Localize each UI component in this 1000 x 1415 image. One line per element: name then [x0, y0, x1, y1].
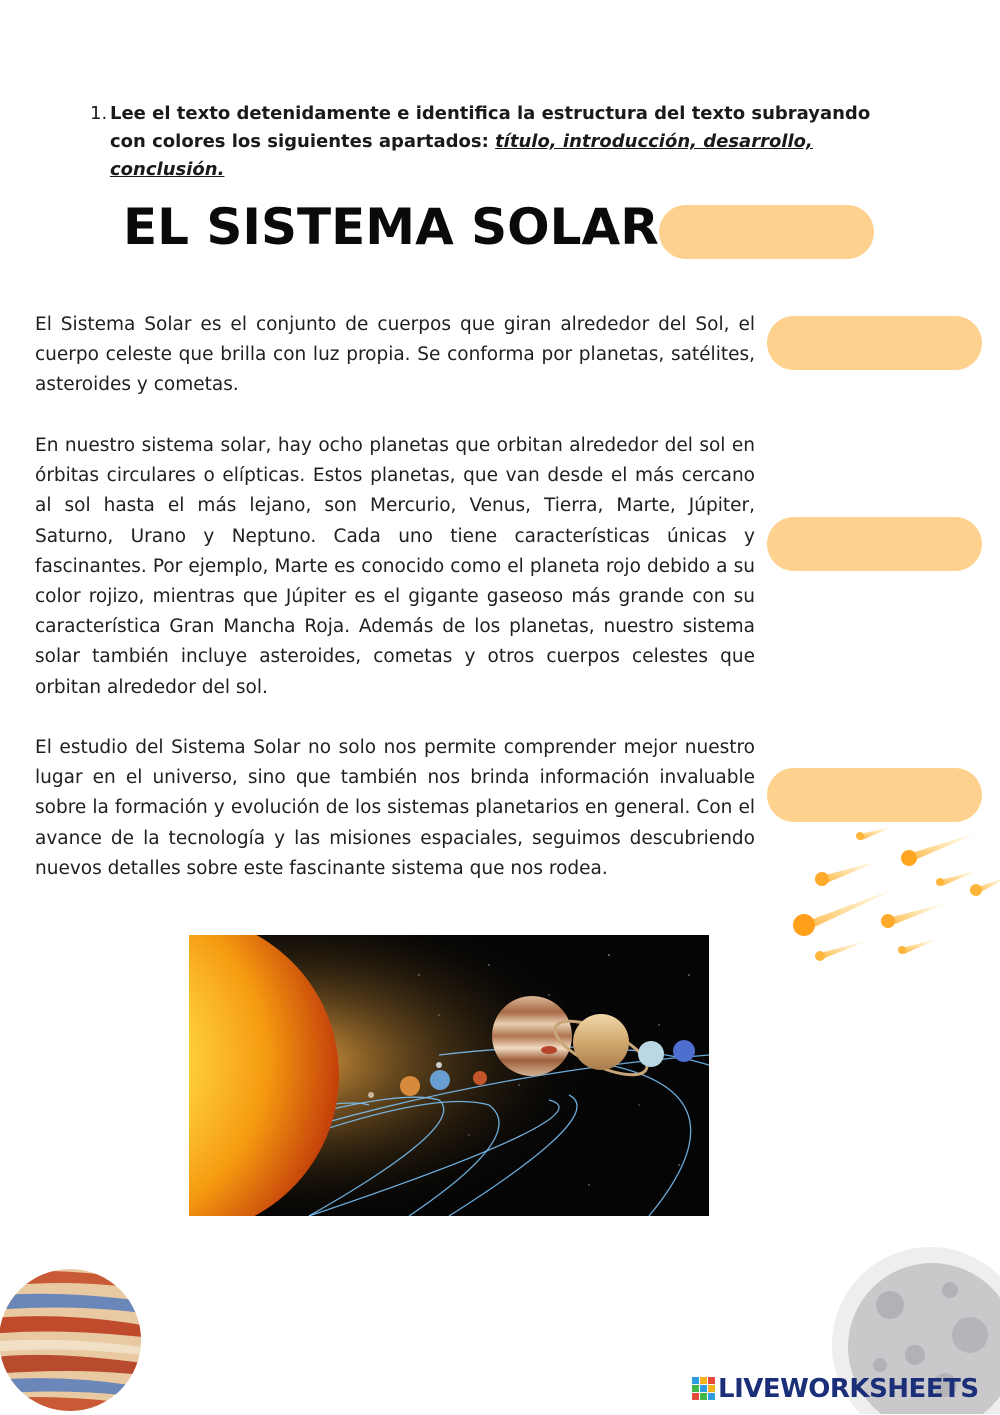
instruction-parts: título, introducción, desarrollo, conclusión. [110, 131, 813, 180]
answer-box-development[interactable] [767, 517, 982, 571]
answer-box-introduction[interactable] [767, 316, 982, 370]
planet-decoration [0, 1245, 142, 1415]
instruction-text [110, 100, 910, 184]
paragraph-development: En nuestro sistema solar, hay ocho planetas que orbitan alrededor del sol en órbitas circulares o elípticas. Estos planetas, que van desde el más cercano al sol hasta el más lejano, son Mercurio, Venus, Tierra, Marte, Júpiter, Saturno, Urano y Neptuno. Cada uno tiene características únicas y fascinantes. Por ejemplo, Marte es conocido como el planeta rojo debido a su color rojizo, mientras que Júpiter es el gigante gaseoso más grande con su característica Gran Mancha Roja. Además de los planetas, nuestro sistema solar también incluye asteroides, cometas y otros cuerpos celestes que orbitan alrededor del sol. [35, 435, 755, 698]
answer-box-conclusion[interactable] [767, 768, 982, 822]
paragraph-conclusion: El estudio del Sistema Solar no solo nos permite comprender mejor nuestro lugar en el universo, sino que también nos brinda información invaluable sobre la formación y evolución de los sistemas planetarios en general. Con el avance de la tecnología y las misiones espaciales, seguimos descubriendo nuevos detalles sobre este fascinante sistema que nos rodea. [35, 737, 755, 879]
answer-box-title[interactable] [659, 205, 874, 259]
paragraph-introduction: El Sistema Solar es el conjunto de cuerpos que giran alrededor del Sol, el cuerpo celeste que brilla con luz propia. Se conforma por planetas, satélites, asteroides y cometas. [35, 314, 755, 396]
instruction-number: 1. [90, 103, 108, 124]
brand-name: LIVEWORKSHEETS [718, 1374, 979, 1404]
instruction-body: Lee el texto detenidamente e identifica la estructura del texto subrayando con colores los siguientes apartados: [110, 103, 871, 152]
solar-system-image [189, 935, 709, 1216]
page-title: EL SISTEMA SOLAR [123, 198, 659, 256]
instruction [90, 100, 910, 184]
comets-decoration [780, 820, 1000, 980]
liveworksheets-logo-icon [692, 1377, 716, 1401]
brand-footer [692, 1372, 979, 1406]
